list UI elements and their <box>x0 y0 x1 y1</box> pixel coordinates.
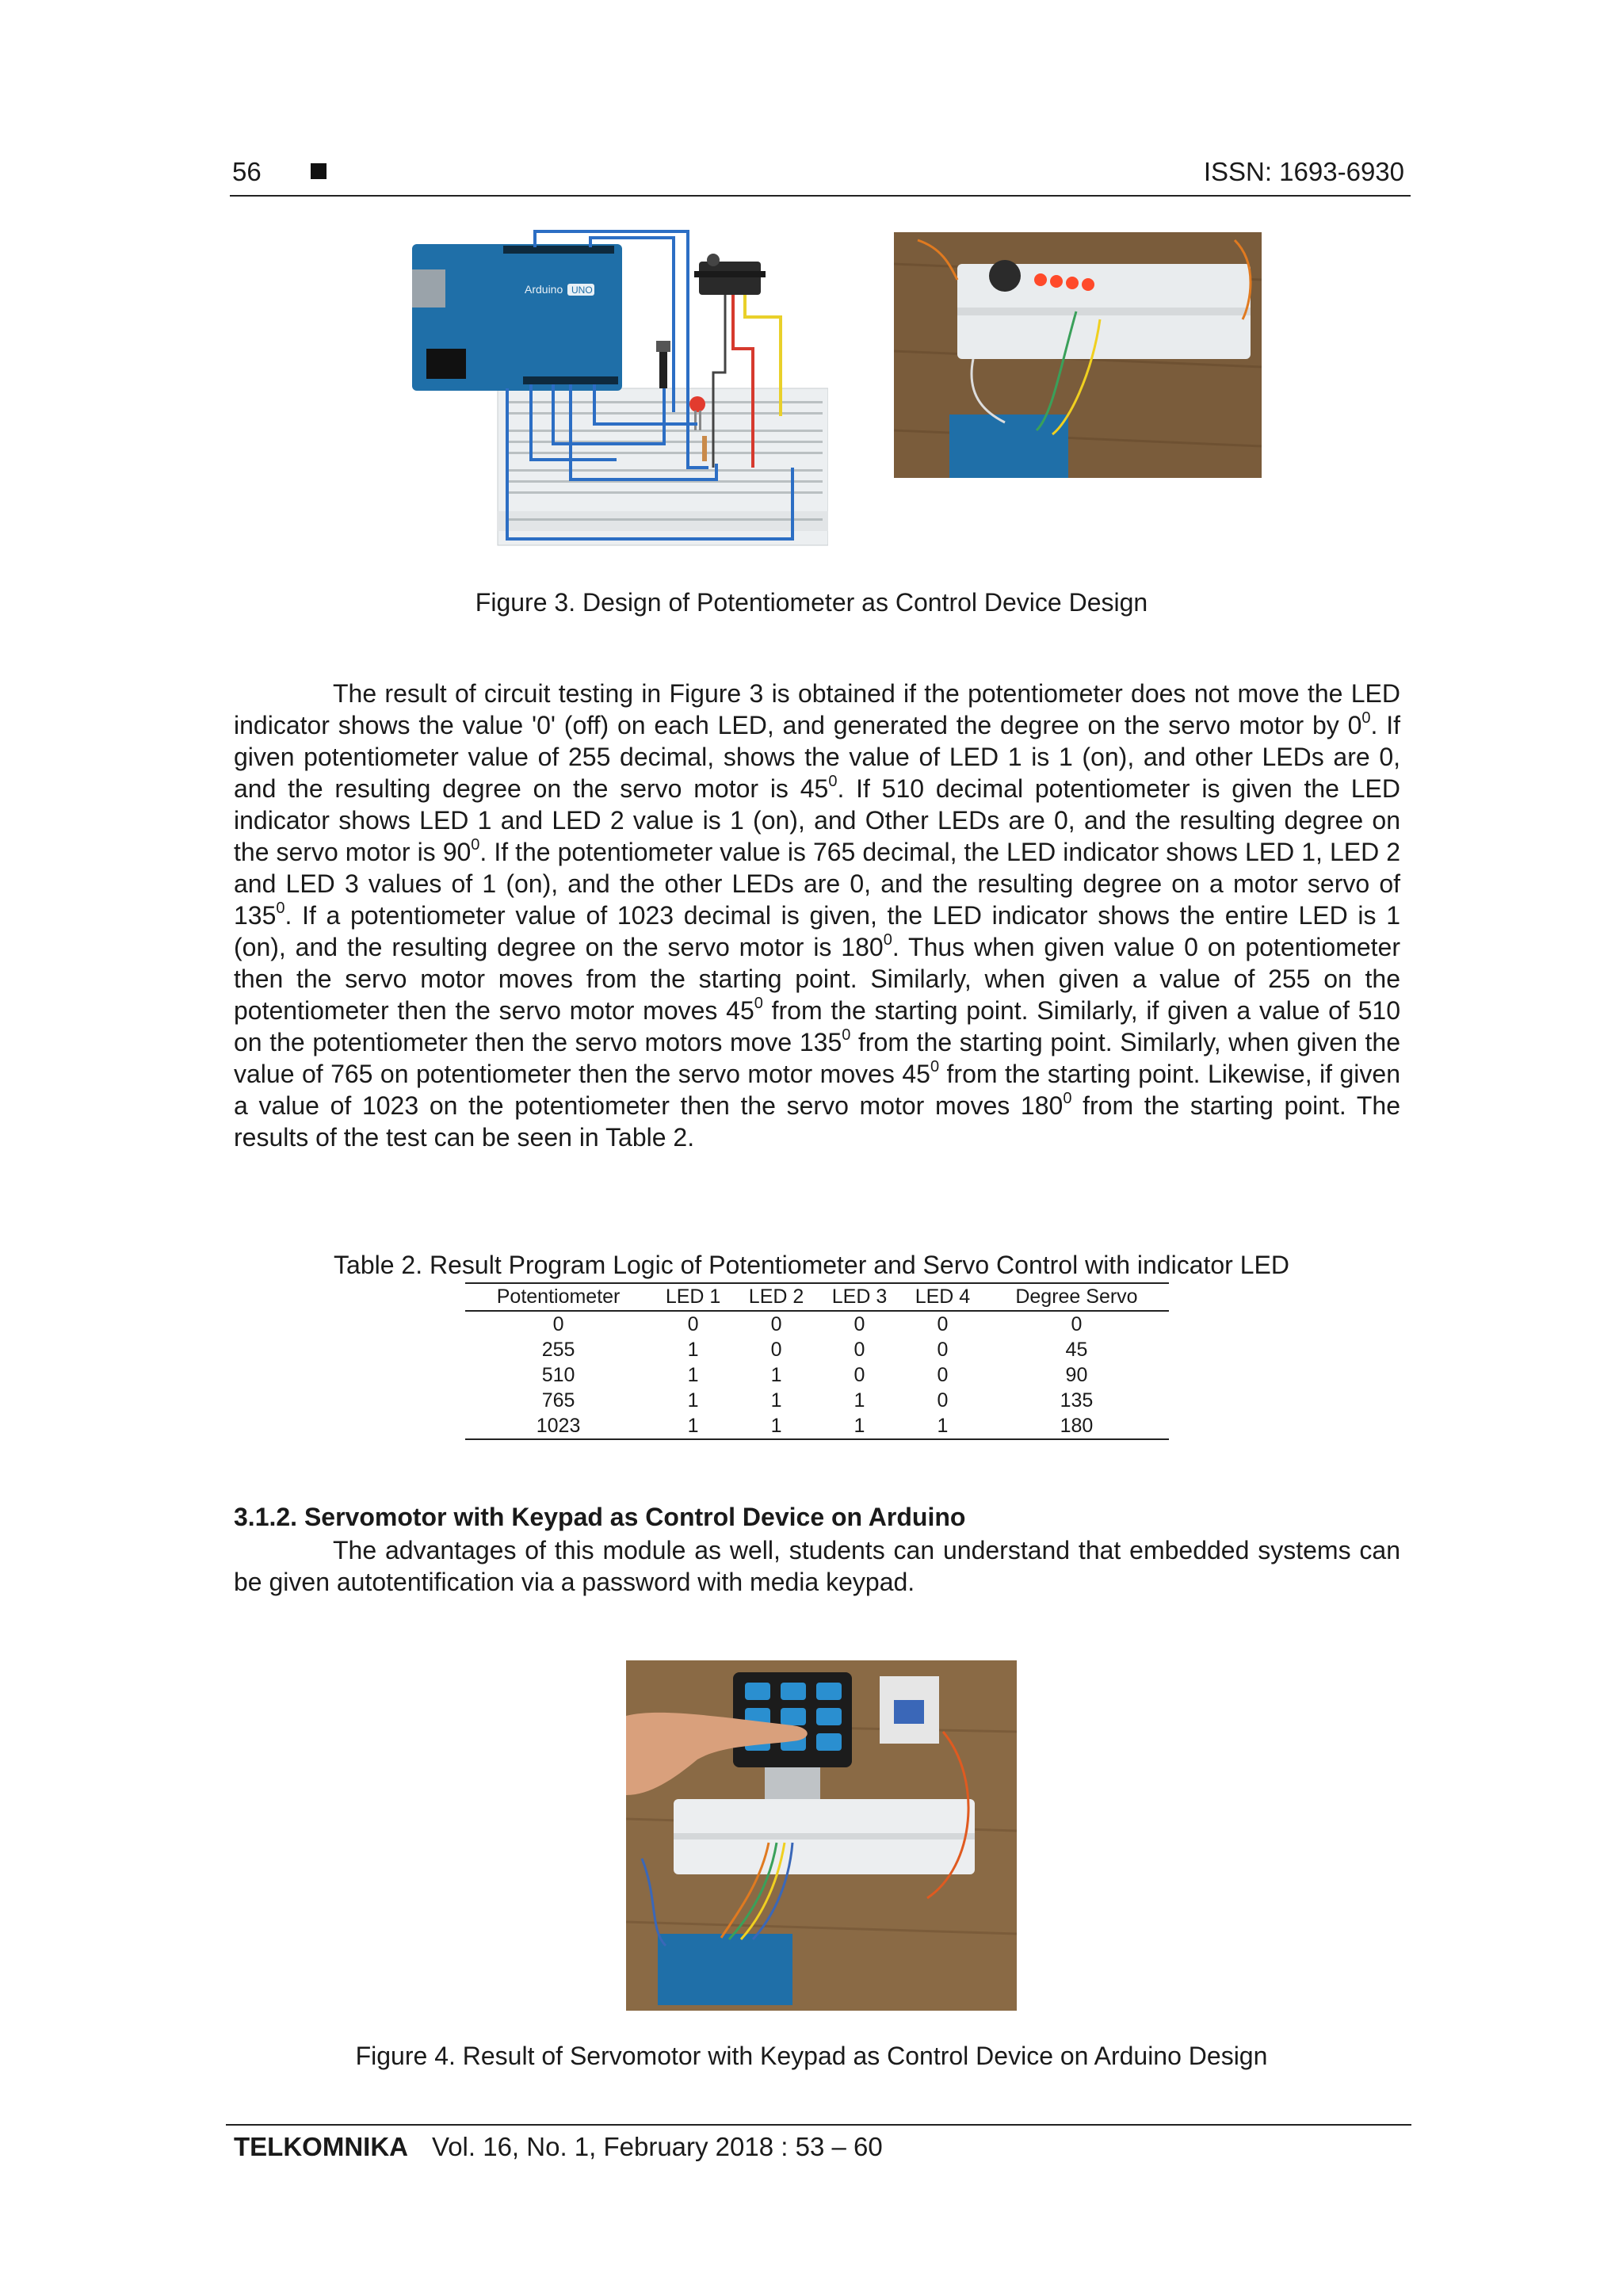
table-cell: 0 <box>687 1312 699 1335</box>
table-cell: 510 <box>541 1363 575 1386</box>
table-cell: 1 <box>687 1389 699 1412</box>
table-header-cell: LED 4 <box>901 1283 984 1311</box>
arduino-model-label: UNO <box>571 285 593 296</box>
figure4-photo <box>626 1660 1017 2011</box>
table-cell: 90 <box>1065 1363 1088 1386</box>
table2-caption: Table 2. Result Program Logic of Potentiometer and Servo Control with indicator LED <box>334 1251 1289 1279</box>
table-cell: 1 <box>770 1389 782 1412</box>
led-indicator <box>689 396 705 412</box>
body-paragraph: The result of circuit testing in Figure 3 is obtained if the potentiometer does not move the LED indicator shows the value '0' (off) on each LED, and generated the degree on the servo motor by $0^0$. If given potentiometer value of 255 decimal, shows the value of LED 1 is 1 (on), and other LEDs are 0, and the resulting degree on the servo motor is $45^0$. If 510 decimal potentiometer is given the LED indicator shows LED 1 and LED 2 value is 1 (on), and Other LEDs are 0, and the resulting degree on the servo motor is $90^0$. If the potentiometer value is 765 decimal, the LED indicator shows LED 1, LED 2 and LED 3 values of 1 (on), and the other LEDs are 0, and the resulting degree on a motor servo of $135^0$. If a potentiometer value of 1023 decimal is given, the LED indicator shows the entire LED is 1 (on), and the resulting degree on the servo motor is $180^0$. Thus when given value 0 on potentiometer then the servo motor moves from the starting point. Similarly, when given a value of 255 on the potentiometer then the servo motor moves $45^0$ from the starting point. Similarly, if given a value of 510 on the potentiometer then the servo motors move $135^0$ from the starting point. Similarly, when given the value of 765 on potentiometer then the servo motor moves $45^0$ from the starting point. Likewise, if given a value of 1023 on the potentiometer then the servo motor moves $180^0$ from the starting point. The results of the test can be seen in Table 2. <box>234 679 1401 1152</box>
servo-motor <box>894 1700 924 1724</box>
page-number: 56 <box>232 157 262 186</box>
header-rule <box>230 195 1411 197</box>
table-cell: 1 <box>687 1363 699 1386</box>
header-issn: ISSN: 1693-6930 <box>1203 157 1404 186</box>
table-header-cell: LED 2 <box>735 1283 818 1311</box>
table-cell: 0 <box>937 1338 949 1361</box>
table-cell: 0 <box>770 1338 782 1361</box>
table-cell: 1 <box>854 1389 865 1412</box>
table-cell: 1 <box>651 1413 735 1439</box>
table-row <box>465 1337 1169 1362</box>
section-paragraph: The advantages of this module as well, students can understand that embedded systems can be given autotentification via a password with media keypad. <box>234 1536 1400 1596</box>
table-cell: 0 <box>1071 1312 1083 1335</box>
photo-arduino <box>949 415 1068 478</box>
table-header-cell: Degree Servo <box>984 1283 1169 1311</box>
table-cell: 1 <box>770 1363 782 1386</box>
header-square-bullet <box>311 163 327 179</box>
table-row <box>465 1388 1169 1413</box>
table-row <box>465 1413 1169 1439</box>
photo-arduino <box>658 1934 792 2005</box>
footer-volume: Vol. 16, No. 1, February 2018 : 53 – 60 <box>432 2132 883 2161</box>
figure4-caption: Figure 4. Result of Servomotor with Keypad as Control Device on Arduino Design <box>355 2042 1268 2070</box>
table-cell: 135 <box>1060 1389 1094 1412</box>
photo-potentiometer <box>989 260 1021 292</box>
table-cell: 1023 <box>465 1413 651 1439</box>
table-cell: 180 <box>984 1413 1169 1439</box>
table-cell: 1 <box>735 1413 818 1439</box>
table-header-cell: LED 1 <box>651 1283 735 1311</box>
table-cell: 45 <box>1065 1338 1088 1361</box>
table-cell: 0 <box>552 1312 564 1335</box>
table-cell: 765 <box>541 1389 575 1412</box>
resistor <box>702 436 707 461</box>
table-cell: 1 <box>818 1413 901 1439</box>
footer-journal: TELKOMNIKA <box>234 2132 408 2161</box>
arduino-label: Arduino <box>525 283 563 296</box>
table-cell: 0 <box>937 1363 949 1386</box>
table-cell: 0 <box>854 1338 865 1361</box>
figure3-photo <box>894 232 1262 478</box>
table-row <box>465 1362 1169 1388</box>
table-cell: 0 <box>937 1389 949 1412</box>
table-cell: 0 <box>854 1312 865 1335</box>
table2 <box>465 1282 1169 1440</box>
potentiometer <box>659 349 667 388</box>
servo-motor <box>699 262 761 295</box>
table-cell: 0 <box>937 1312 949 1335</box>
figure3-caption: Figure 3. Design of Potentiometer as Control Device Design <box>475 588 1148 617</box>
table-cell: 1 <box>687 1338 699 1361</box>
table-header-cell: Potentiometer <box>465 1283 651 1311</box>
table-cell: 255 <box>541 1338 575 1361</box>
table-cell: 0 <box>854 1363 865 1386</box>
table-row <box>465 1311 1169 1337</box>
footer-rule <box>226 2124 1411 2126</box>
table-cell: 0 <box>770 1312 782 1335</box>
table-header-cell: LED 3 <box>818 1283 901 1311</box>
section-title: 3.1.2. Servomotor with Keypad as Control Device on Arduino <box>234 1503 966 1531</box>
photo-leds <box>1082 278 1094 291</box>
figure3-schematic <box>412 230 828 548</box>
table-cell: 1 <box>901 1413 984 1439</box>
table-header-row <box>465 1283 1169 1311</box>
